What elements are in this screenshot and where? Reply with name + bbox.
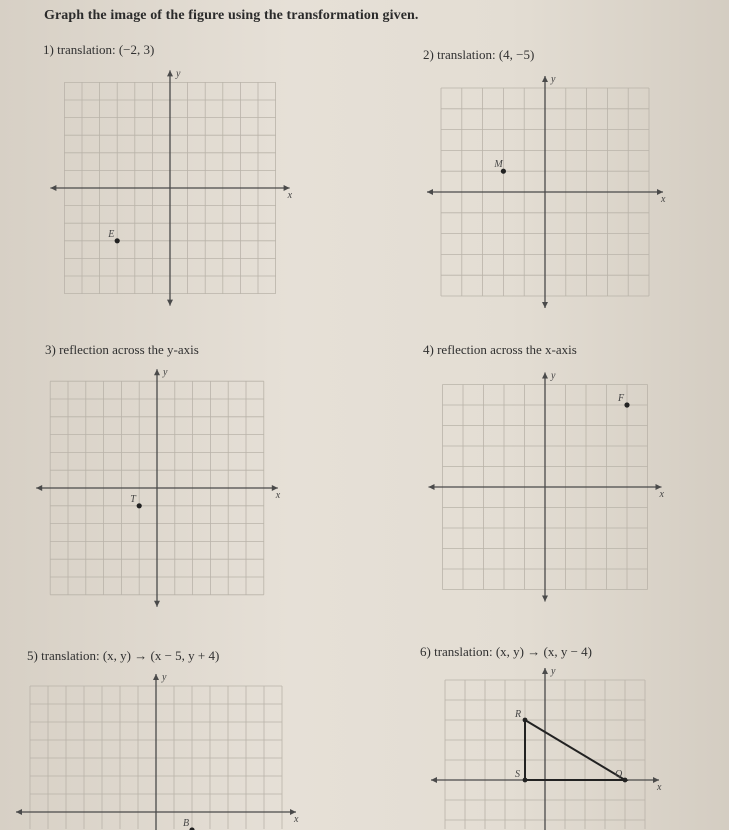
problem-5-text: translation: (x, y) → (x − 5, y + 4) [41,648,220,663]
problem-2-text: translation: (4, −5) [437,47,535,62]
y-axis-label: y [551,74,556,85]
problem-5-number: 5) [27,648,38,663]
point-label-F: F [618,393,625,404]
problem-1-number: 1) [43,42,54,57]
vertex-label-R: R [515,709,522,720]
x-axis-label: x [275,490,281,501]
point-label-M: M [494,159,503,171]
vertex-R [523,718,528,723]
problem-1-text: translation: (−2, 3) [57,42,155,57]
y-axis-label: y [163,367,168,379]
y-axis-arrow-up [542,668,548,674]
problem-2-number: 2) [423,47,434,62]
worksheet-title: Graph the image of the figure using the transformation given. [44,8,419,23]
problem-4-text: reflection across the x-axis [437,342,577,357]
y-axis-label: y [176,68,181,80]
vertex-Q [623,778,628,783]
x-axis-label: x [294,814,299,825]
vertex-S [523,778,528,783]
point-label-B: B [183,818,190,829]
x-axis-label: x [287,190,293,201]
problem-6-text: translation: (x, y) → (x, y − 4) [434,644,592,659]
y-axis-label: y [551,666,556,677]
figure-triangle [525,720,625,780]
vertex-label-S: S [515,769,520,780]
y-axis-label: y [162,672,167,683]
vertex-label-Q: Q [615,769,623,780]
x-axis-label: x [657,782,662,793]
problem-3-text: reflection across the y-axis [59,342,199,357]
problem-4-number: 4) [423,342,434,357]
x-axis-arrow-left [431,777,437,783]
problem-3-number: 3) [45,342,56,357]
problem-6-number: 6) [420,644,431,659]
x-axis-label: x [661,194,666,205]
x-axis-label: x [659,489,664,500]
y-axis-label: y [551,370,556,382]
point-label-T: T [130,493,136,505]
point-label-E: E [108,228,115,240]
